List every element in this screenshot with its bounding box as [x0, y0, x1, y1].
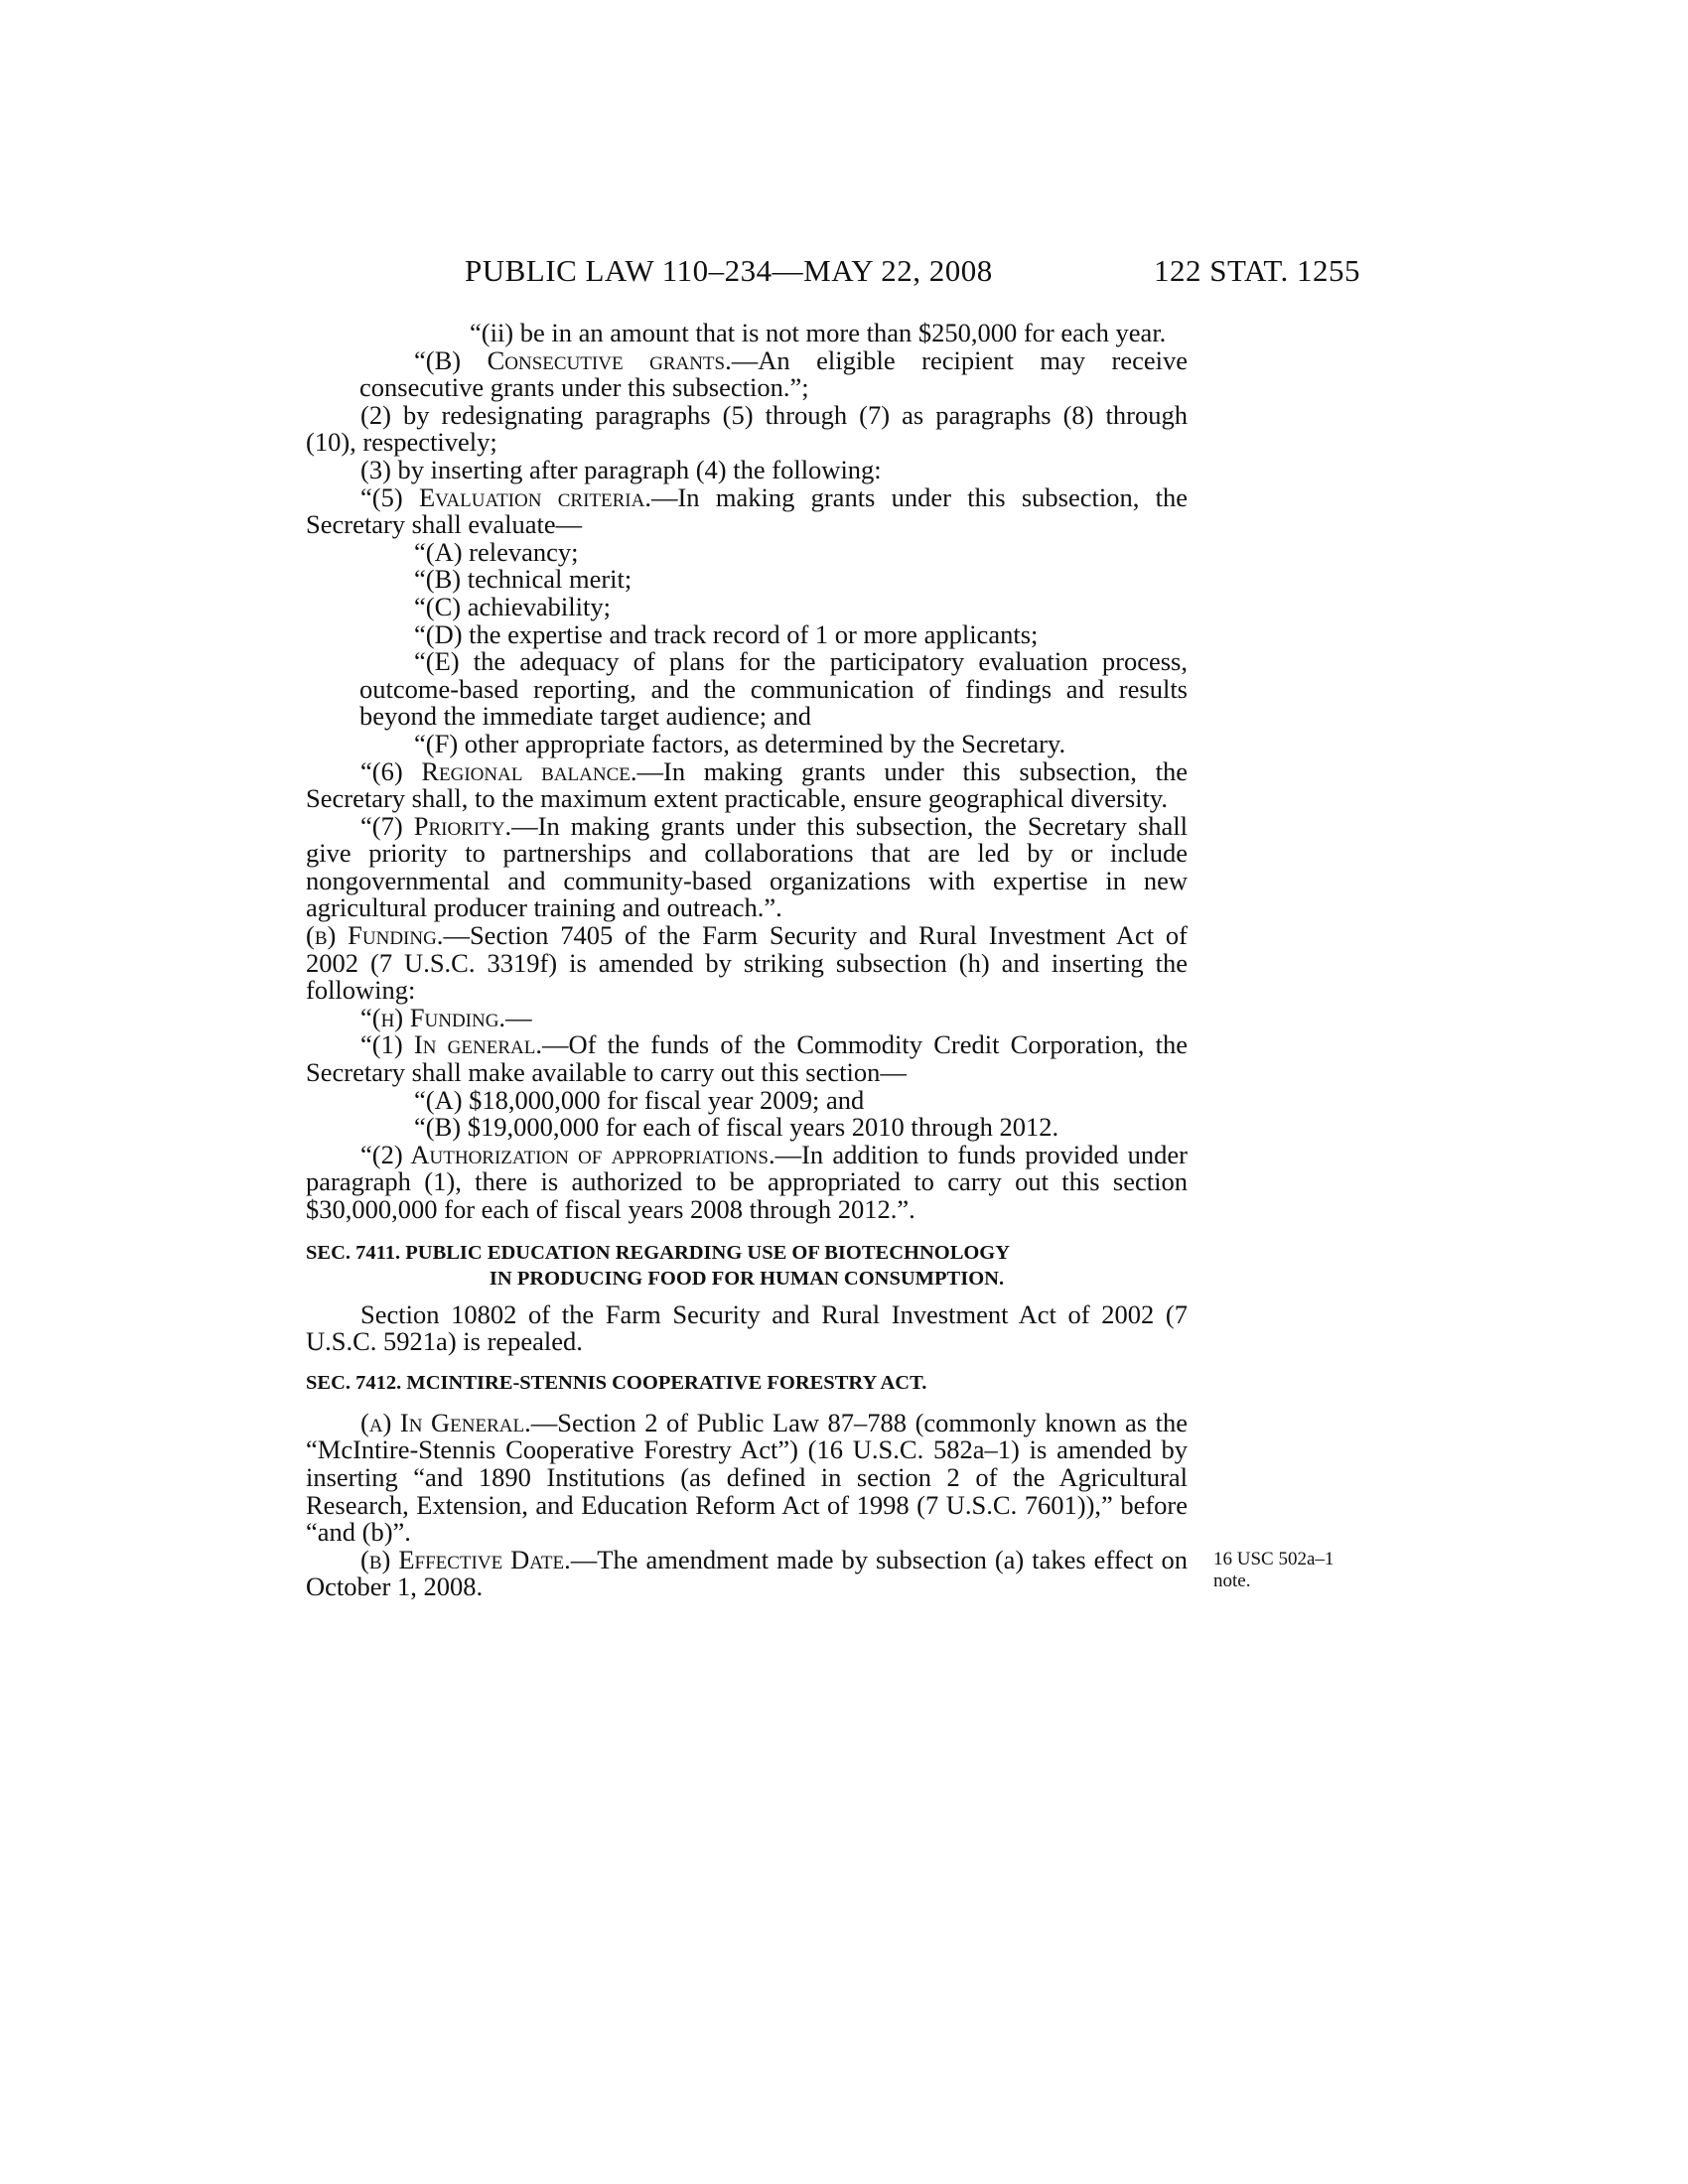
effective-date-block — [0, 1544, 1688, 1602]
running-header — [0, 253, 1688, 293]
criterion-f-other-factors: “(F) other appropriate factors, as determined by the Secretary. — [414, 728, 1066, 758]
paragraph-7-priority: “(7) Priority.—In making grants under this subsection, the Secretary shall give priority to partnerships and collaborations that are led by or include nongovernmental and community-based organizations with expertise in new agricultural producer training and outreach.”. — [306, 810, 1189, 923]
criterion-a-relevancy: “(A) relevancy; — [414, 536, 579, 567]
amendment-3-inserting: (3) by inserting after paragraph (4) the following: — [360, 454, 882, 484]
section-7411-text: Section 10802 of the Farm Security and Rural Investment Act of 2002 (7 U.S.C. 5921a) is repealed. — [306, 1298, 1188, 1357]
paragraph-1-in-general: “(1) In general.—Of the funds of the Commodity Credit Corporation, the Secretary shall make available to carry out this section— — [306, 1029, 1188, 1088]
margin-note-line1: 16 USC 502a–1 — [1213, 1548, 1335, 1570]
section-7412-a-in-general: (a) In General.—Section 2 of Public Law 87–788 (commonly known as the “McIntire-Stennis Cooperative Forestry Act”) (16 U.S.C. 582a–1) is amended by inserting “and 1890 Institutions (as defined in section 2 of the Agricultural Research, Extension, and Education Reform Act of 1998 (7 U.S.C. 7601)),” before “and (b)”. — [306, 1407, 1188, 1548]
paragraph-2-authorization: “(2) Authorization of appropriations.—In addition to funds provided under paragraph (1), there is authorized to be appropriated to carry out this section $30,000,000 for each of fiscal years 2008 through 2012.”. — [306, 1139, 1188, 1224]
paragraph-5-evaluation-criteria: “(5) Evaluation criteria.—In making grants under this subsection, the Secretary shall evaluate— — [306, 481, 1189, 540]
document-body — [0, 320, 1688, 1601]
paragraph-6-regional-balance: “(6) Regional balance.—In making grants under this subsection, the Secretary shall, to the maximum extent practicable, ensure geographical diversity. — [306, 755, 1188, 814]
public-law-title: PUBLIC LAW 110–234—MAY 22, 2008 — [465, 253, 993, 288]
margin-note-line2: note. — [1213, 1570, 1251, 1591]
paragraph-b-consecutive-grants: “(B) Consecutive grants.—An eligible recipient may receive consecutive grants under this subsection.”; — [359, 344, 1188, 403]
criterion-c-achievability: “(C) achievability; — [414, 591, 611, 621]
subsection-h-funding: “(h) Funding.— — [360, 1002, 532, 1032]
criterion-e-adequacy: “(E) the adequacy of plans for the participatory evaluation process, outcome-based reporting, and the communication of findings and results beyond the immediate target audience; and — [359, 646, 1188, 732]
section-7412-b-effective-date: (b) Effective Date.—The amendment made by subsection (a) takes effect on October 1, 2008. — [306, 1544, 1188, 1602]
section-7411-heading: SEC. 7411. PUBLIC EDUCATION REGARDING USE OF BIOTECHNOLOGY IN PRODUCING FOOD FOR HUMAN CONSUMPTION. — [306, 1241, 1011, 1290]
funding-a-fy2009: “(A) $18,000,000 for fiscal year 2009; and — [414, 1084, 865, 1115]
funding-b-fy2010-2012: “(B) $19,000,000 for each of fiscal years 2010 through 2012. — [414, 1112, 1059, 1143]
subsection-b-funding: (b) Funding.—Section 7405 of the Farm Security and Rural Investment Act of 2002 (7 U.S.C. 3319f) is amended by striking subsection (h) and inserting the following: — [306, 920, 1188, 1006]
section-7412-heading: SEC. 7412. MCINTIRE-STENNIS COOPERATIVE FORESTRY ACT. — [306, 1371, 927, 1394]
usc-margin-note — [1213, 1549, 1412, 1592]
statute-page-number: 122 STAT. 1255 — [1154, 253, 1361, 288]
amendment-2-redesignating: (2) by redesignating paragraphs (5) through (7) as paragraphs (8) through (10), respectively; — [306, 399, 1188, 458]
criterion-b-technical-merit: “(B) technical merit; — [414, 564, 633, 595]
paragraph-ii-amount: “(ii) be in an amount that is not more than $250,000 for each year. — [470, 318, 1167, 347]
criterion-d-expertise: “(D) the expertise and track record of 1 or more applicants; — [414, 618, 1039, 649]
